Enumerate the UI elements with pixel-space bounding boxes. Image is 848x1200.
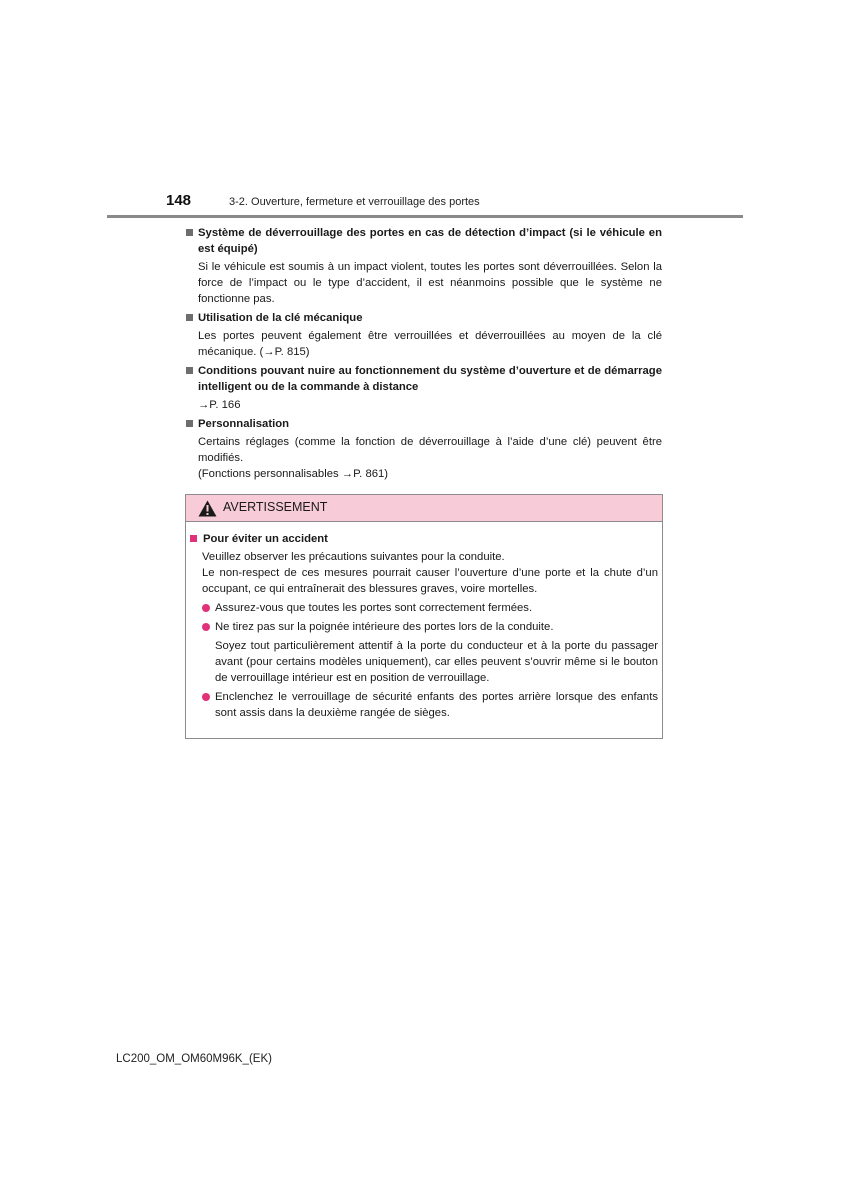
section-heading: Conditions pouvant nuire au fonctionnement du système d’ouverture et de démarrage intelligent ou de la commande à distance (185, 363, 662, 395)
page-number: 148 (166, 192, 192, 209)
warning-header (186, 495, 662, 522)
section-smart-entry-conditions (185, 363, 662, 413)
page-reference-link[interactable]: →P. 166 (198, 399, 241, 411)
section-body: Les portes peuvent également être verrouillées et déverrouillées au moyen de la clé mécanique. (→P. 815) (198, 330, 662, 358)
pink-dot-bullet-icon (202, 604, 210, 612)
section-heading: Personnalisation (185, 416, 662, 432)
warning-bullet: Assurez-vous que toutes les portes sont correctement fermées. (190, 600, 658, 616)
warning-bullet-detail: Soyez tout particulièrement attentif à la porte du conducteur et à la porte du passager avant (pour certains modèles uniquement), car elles peuvent s’ouvrir même si le bouton de verrouillage intérieur est en position de verrouillage. (215, 640, 658, 684)
section-body: Certains réglages (comme la fonction de déverrouillage à l’aide d’une clé) peuvent être modifiés. (Fonctions personnalisables →P. 861) (198, 436, 662, 480)
section-customization (185, 416, 662, 482)
warning-title: AVERTISSEMENT (223, 500, 328, 514)
section-body (185, 397, 662, 413)
square-bullet-icon (186, 314, 193, 321)
footer-document-code: LC200_OM_OM60M96K_(EK) (116, 1053, 272, 1065)
square-bullet-icon (186, 367, 193, 374)
section-heading: Système de déverrouillage des portes en cas de détection d’impact (si le véhicule en est équipé) (185, 225, 662, 257)
header-rule (107, 215, 743, 218)
section-mechanical-key (185, 310, 662, 360)
pink-dot-bullet-icon (202, 623, 210, 631)
warning-bullet: Ne tirez pas sur la poignée intérieure des portes lors de la conduite. (190, 619, 658, 635)
running-header: 3-2. Ouverture, fermeture et verrouillage des portes (229, 196, 480, 208)
square-bullet-icon (186, 229, 193, 236)
warning-box (185, 494, 663, 739)
main-content (185, 225, 662, 485)
square-bullet-icon (186, 420, 193, 427)
pink-square-bullet-icon (190, 535, 197, 542)
warning-bullet: Enclenchez le verrouillage de sécurité enfants des portes arrière lorsque des enfants sont assis dans la deuxième rangée de sièges. (190, 689, 658, 721)
warning-body (190, 531, 658, 721)
section-heading: Utilisation de la clé mécanique (185, 310, 662, 326)
warning-intro: Veuillez observer les précautions suivantes pour la conduite. Le non-respect de ces mesures pourrait causer l’ouverture d’une porte et la chute d’un occupant, ce qui entraînerait des blessures graves, voire mortelles. (202, 551, 658, 595)
pink-dot-bullet-icon (202, 693, 210, 701)
section-impact-unlock (185, 225, 662, 307)
section-body: Si le véhicule est soumis à un impact violent, toutes les portes sont déverrouillées. Selon la force de l’impact ou le type d’accident, il est néanmoins possible que le système ne fonctionne pas. (198, 261, 662, 305)
warning-subheading: Pour éviter un accident (190, 531, 658, 547)
warning-triangle-icon (198, 500, 217, 517)
